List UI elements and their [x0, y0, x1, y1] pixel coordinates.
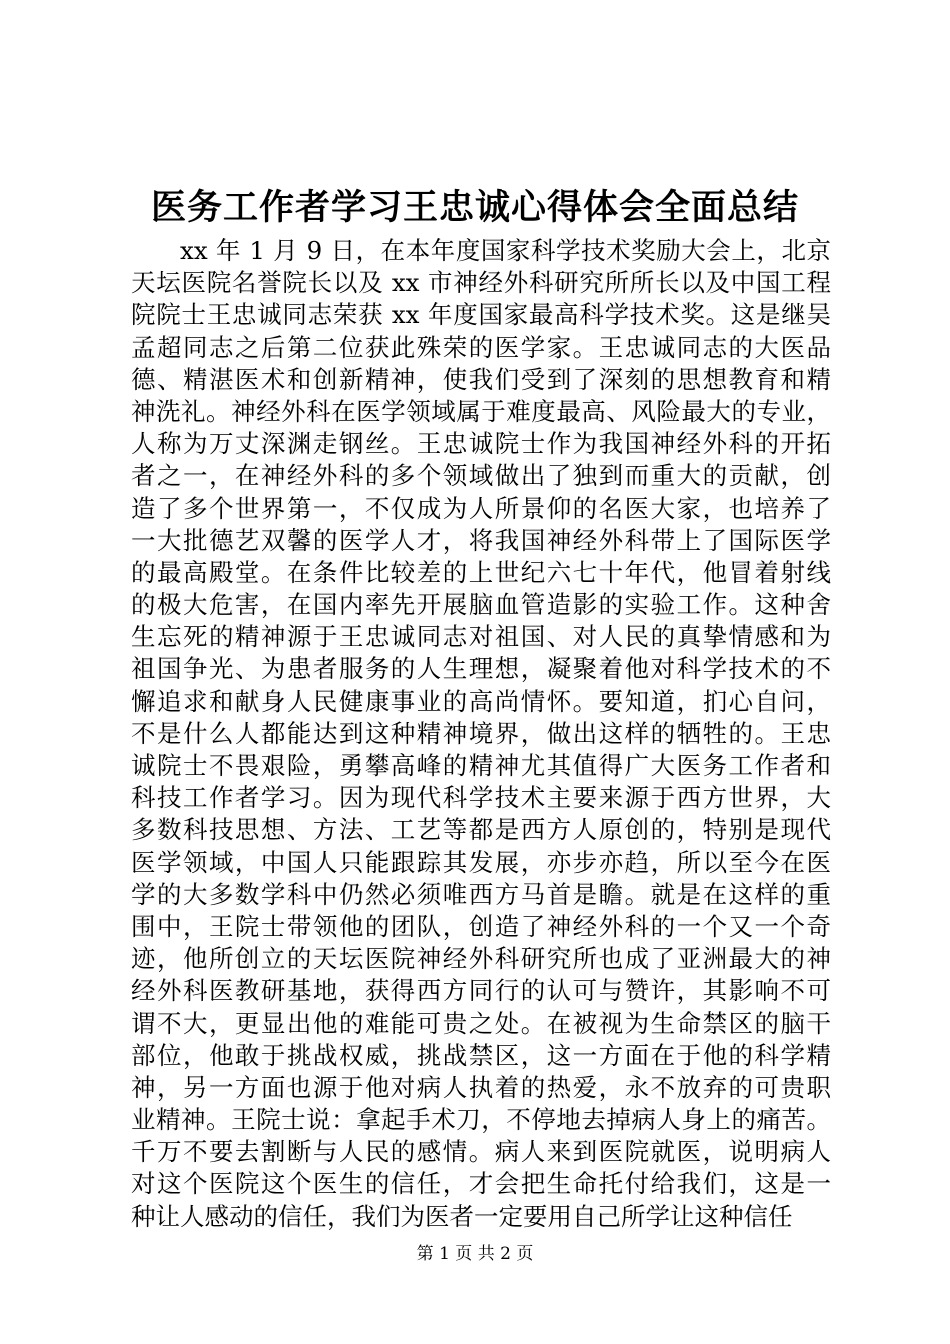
body-line: 神，另一方面也源于他对病人执着的热爱，永不放弃的可贵职 — [131, 1072, 831, 1102]
body-line: 围中，王院士带领他的团队，创造了神经外科的一个又一个奇 — [131, 911, 831, 941]
body-line: 对这个医院这个医生的信任，才会把生命托付给我们，这是一 — [131, 1169, 831, 1199]
body-line: 业精神。王院士说：拿起手术刀，不停地去掉病人身上的痛苦。 — [131, 1105, 831, 1135]
body-line: 生忘死的精神源于王忠诚同志对祖国、对人民的真挚情感和为 — [131, 622, 831, 652]
document-title: 医务工作者学习王忠诚心得体会全面总结 — [150, 188, 799, 228]
body-line: 部位，他敢于挑战权威，挑战禁区，这一方面在于他的科学精 — [131, 1040, 831, 1070]
body-line: 人称为万丈深渊走钢丝。王忠诚院士作为我国神经外科的开拓 — [131, 429, 831, 459]
body-line: 一大批德艺双馨的医学人才，将我国神经外科带上了国际医学 — [131, 525, 831, 555]
page-number-footer: 第 1 页 共 2 页 — [416, 1244, 534, 1264]
body-line: 诚院士不畏艰险，勇攀高峰的精神尤其值得广大医务工作者和 — [131, 751, 831, 780]
body-line: 神洗礼。神经外科在医学领域属于难度最高、风险最大的专业， — [131, 396, 831, 426]
body-line: 者之一，在神经外科的多个领域做出了独到而重大的贡献，创 — [131, 461, 831, 491]
body-line: 迹，他所创立的天坛医院神经外科研究所也成了亚洲最大的神 — [131, 944, 831, 974]
body-line: 医学领域，中国人只能跟踪其发展，亦步亦趋，所以至今在医 — [131, 847, 831, 877]
body-line: 的极大危害，在国内率先开展脑血管造影的实验工作。这种舍 — [131, 590, 831, 620]
body-line: 不是什么人都能达到这种精神境界，做出这样的牺牲的。王忠 — [131, 718, 831, 748]
body-line: 孟超同志之后第二位获此殊荣的医学家。王忠诚同志的大医品 — [131, 332, 831, 362]
body-line: 德、精湛医术和创新精神，使我们受到了深刻的思想教育和精 — [131, 364, 831, 394]
body-line: 学的大多数学科中仍然必须唯西方马首是瞻。就是在这样的重 — [131, 879, 831, 909]
body-line: xx 年 1 月 9 日，在本年度国家科学技术奖励大会上，北京 — [180, 236, 831, 265]
body-line: 科技工作者学习。因为现代科学技术主要来源于西方世界，大 — [131, 783, 831, 813]
body-line: 种让人感动的信任，我们为医者一定要用自己所学让这种信任 — [131, 1201, 793, 1231]
body-line: 祖国争光、为患者服务的人生理想，凝聚着他对科学技术的不 — [131, 654, 831, 684]
body-line: 千万不要去割断与人民的感情。病人来到医院就医，说明病人 — [131, 1137, 831, 1167]
body-line: 造了多个世界第一，不仅成为人所景仰的名医大家，也培养了 — [131, 493, 831, 523]
body-line: 多数科技思想、方法、工艺等都是西方人原创的，特别是现代 — [131, 815, 831, 845]
document-body — [131, 235, 831, 1233]
body-line: 谓不大，更显出他的难能可贵之处。在被视为生命禁区的脑干 — [131, 1008, 831, 1038]
body-line: 的最高殿堂。在条件比较差的上世纪六七十年代，他冒着射线 — [131, 557, 831, 587]
body-line: 天坛医院名誉院长以及 xx 市神经外科研究所所长以及中国工程 — [131, 268, 831, 298]
body-line: 懈追求和献身人民健康事业的高尚情怀。要知道，扪心自问， — [131, 686, 831, 716]
body-line: 经外科医教研基地，获得西方同行的认可与赞许，其影响不可 — [131, 976, 831, 1006]
body-line: 院院士王忠诚同志荣获 xx 年度国家最高科学技术奖。这是继吴 — [131, 300, 831, 330]
